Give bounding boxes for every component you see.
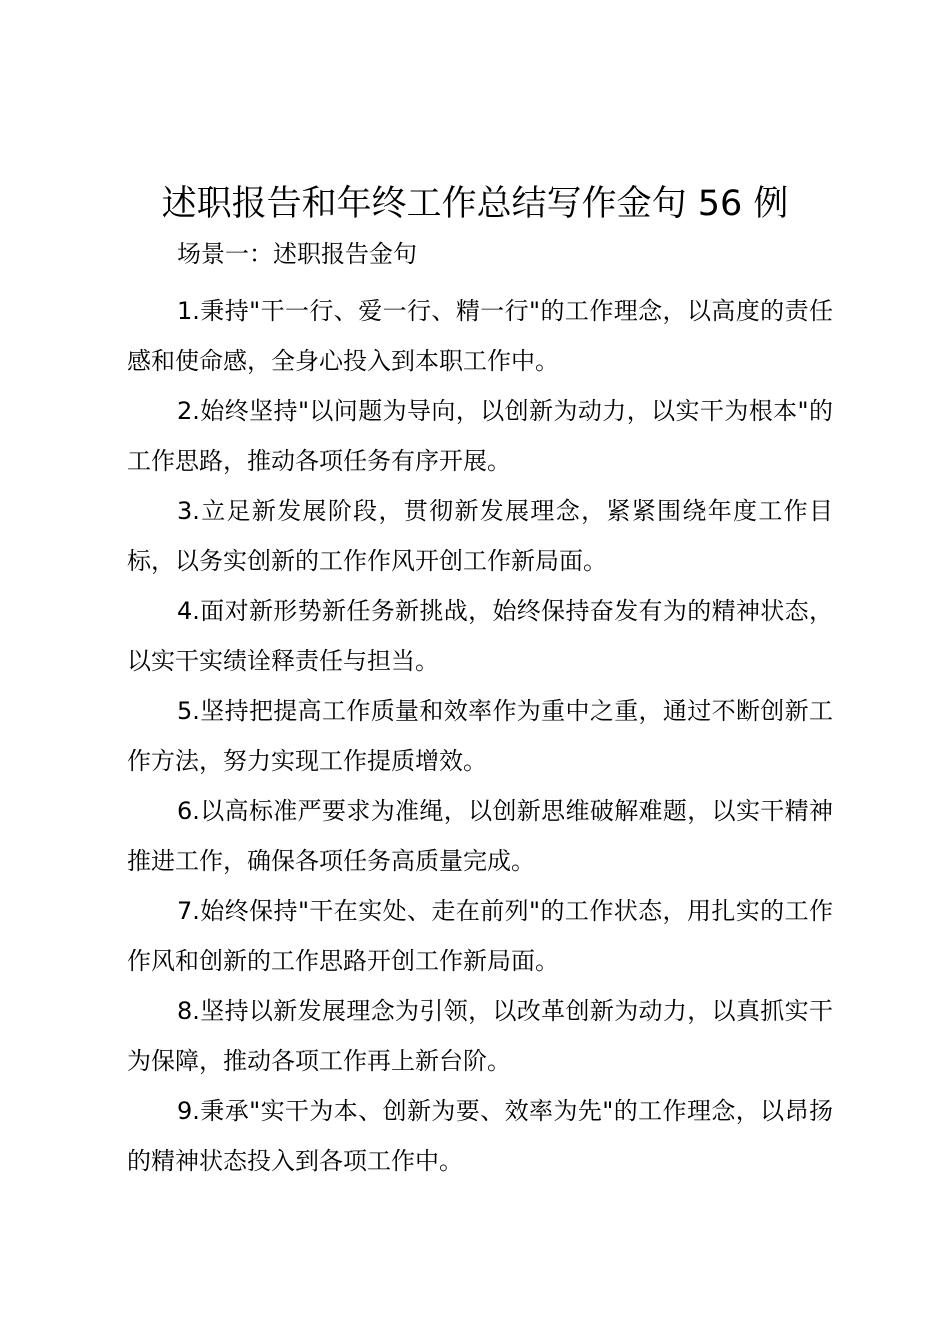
list-item: 6.以高标准严要求为准绳，以创新思维破解难题，以实干精神推进工作，确保各项任务高质量完成。 bbox=[127, 797, 833, 875]
list-item: 8.坚持以新发展理念为引领，以改革创新为动力，以真抓实干为保障，推动各项工作再上新台阶。 bbox=[127, 997, 833, 1075]
list-item: 1.秉持"干一行、爱一行、精一行"的工作理念，以高度的责任感和使命感，全身心投入到本职工作中。 bbox=[127, 297, 833, 375]
list-item: 5.坚持把提高工作质量和效率作为重中之重，通过不断创新工作方法，努力实现工作提质增效。 bbox=[127, 697, 833, 775]
list-item: 3.立足新发展阶段，贯彻新发展理念，紧紧围绕年度工作目标，以务实创新的工作作风开创工作新局面。 bbox=[127, 497, 833, 575]
list-item: 9.秉承"实干为本、创新为要、效率为先"的工作理念，以昂扬的精神状态投入到各项工作中。 bbox=[127, 1097, 833, 1175]
item-list bbox=[127, 286, 833, 1186]
scene-heading: 场景一：述职报告金句 bbox=[177, 240, 417, 268]
document-title: 述职报告和年终工作总结写作金句 56 例 bbox=[161, 184, 789, 224]
list-item: 4.面对新形势新任务新挑战，始终保持奋发有为的精神状态，以实干实绩诠释责任与担当。 bbox=[127, 597, 833, 675]
list-item: 2.始终坚持"以问题为导向，以创新为动力，以实干为根本"的工作思路，推动各项任务有序开展。 bbox=[127, 397, 833, 475]
list-item: 7.始终保持"干在实处、走在前列"的工作状态，用扎实的工作作风和创新的工作思路开创工作新局面。 bbox=[127, 897, 833, 975]
